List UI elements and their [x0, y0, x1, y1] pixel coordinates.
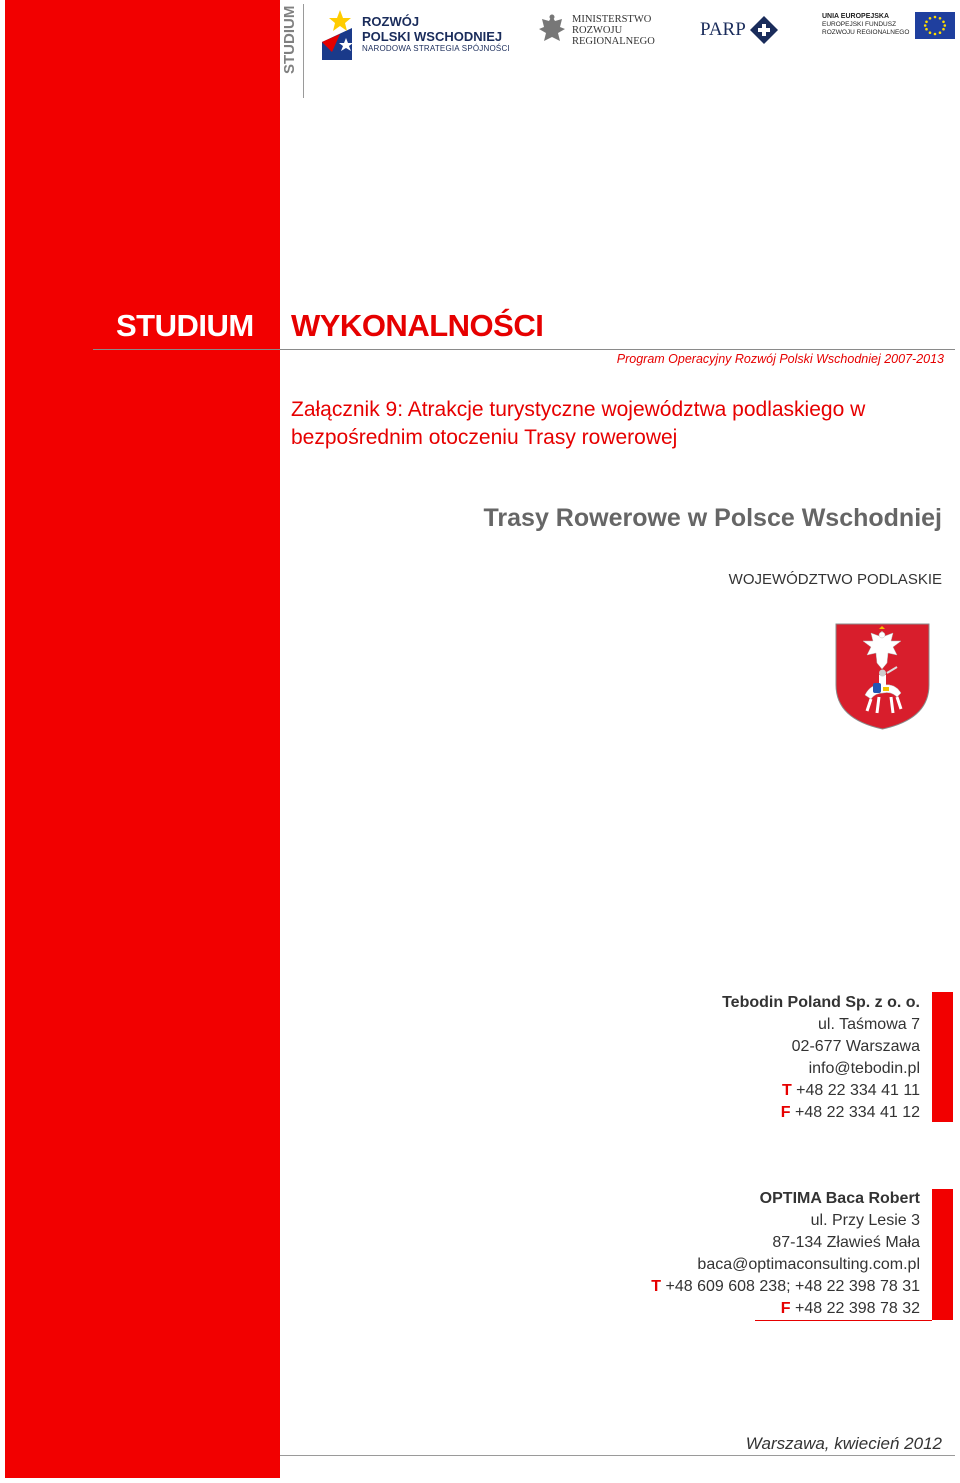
title-wykonalnosci: WYKONALNOŚCI — [291, 308, 544, 343]
contractor1-name: Tebodin Poland Sp. z o. o. — [722, 994, 920, 1011]
contractor1-city: 02-677 Warszawa — [791, 1038, 920, 1055]
contractor2-email: baca@optimaconsulting.com.pl — [697, 1256, 920, 1273]
contractor2-name: OPTIMA Baca Robert — [759, 1190, 920, 1207]
contractor2-street: ul. Przy Lesie 3 — [810, 1212, 920, 1229]
rozwoj-polski-wschodniej-logo — [322, 8, 510, 60]
ministry-line2: ROZWOJU — [572, 24, 623, 36]
contractor1-email: info@tebodin.pl — [808, 1060, 920, 1077]
rpw-line3: NARODOWA STRATEGIA SPÓJNOŚCI — [362, 44, 510, 53]
eu-flag-icon — [915, 12, 955, 39]
ministry-line3: REGIONALNEGO — [572, 35, 655, 47]
contractor-tebodin — [722, 992, 920, 1124]
vertical-studium-label: STUDIUM — [281, 6, 298, 75]
title-underline — [93, 349, 955, 350]
parp-diamond-icon — [749, 15, 779, 45]
region-name: WOJEWÓDZTWO PODLASKIE — [728, 571, 942, 588]
contractor2-fax-label: F — [780, 1300, 791, 1317]
contractor2-fax: +48 22 398 78 32 — [794, 1300, 920, 1317]
eu-line3: ROZWOJU REGIONALNEGO — [822, 29, 910, 36]
contractor1-street: ul. Taśmowa 7 — [818, 1016, 920, 1033]
contractor2-underline — [755, 1320, 932, 1321]
contractor1-phone-label: T — [781, 1082, 792, 1099]
contractor2-phone: +48 609 608 238; +48 22 398 78 31 — [665, 1278, 920, 1295]
eu-line1: UNIA EUROPEJSKA — [822, 13, 890, 20]
bottom-rule — [280, 1455, 955, 1456]
rpw-star-icon — [322, 8, 356, 60]
contractor1-fax-row — [722, 1102, 920, 1124]
place-and-date: Warszawa, kwiecień 2012 — [745, 1434, 942, 1453]
project-subtitle: Trasy Rowerowe w Polsce Wschodniej — [483, 504, 942, 532]
contractor1-phone-row — [722, 1080, 920, 1102]
contractor2-phone-row — [651, 1276, 920, 1298]
eu-line2: EUROPEJSKI FUNDUSZ — [822, 21, 897, 28]
parp-logo — [700, 14, 779, 46]
contractor1-red-marker — [932, 992, 953, 1122]
ministry-line1: MINISTERSTWO — [572, 13, 652, 25]
contractor2-fax-row — [651, 1298, 920, 1320]
eu-logo — [822, 10, 955, 40]
contractor1-fax-label: F — [780, 1104, 791, 1121]
left-red-bar — [5, 0, 280, 1478]
annex-title: Załącznik 9: Atrakcje turystyczne województwa podlaskiego w bezpośrednim otoczeniu Trasy rowerowej — [291, 398, 866, 449]
parp-text: PARP — [700, 19, 746, 40]
contractor-optima — [651, 1188, 920, 1320]
ministry-logo — [538, 12, 655, 48]
rpw-line1: ROZWÓJ — [362, 14, 420, 29]
contractor2-city: 87-134 Zławieś Mała — [772, 1234, 920, 1251]
title-studium: STUDIUM — [116, 308, 254, 343]
podlaskie-coat-of-arms-icon — [835, 623, 930, 730]
contractor1-phone: +48 22 334 41 11 — [796, 1082, 920, 1099]
eagle-emblem-icon — [538, 13, 566, 47]
contractor2-phone-label: T — [651, 1278, 662, 1295]
contractor2-red-marker — [932, 1189, 953, 1320]
vertical-divider — [303, 4, 304, 98]
rpw-line2: POLSKI WSCHODNIEJ — [362, 29, 503, 44]
contractor1-fax: +48 22 334 41 12 — [794, 1104, 920, 1121]
program-name: Program Operacyjny Rozwój Polski Wschodniej 2007-2013 — [616, 352, 944, 366]
